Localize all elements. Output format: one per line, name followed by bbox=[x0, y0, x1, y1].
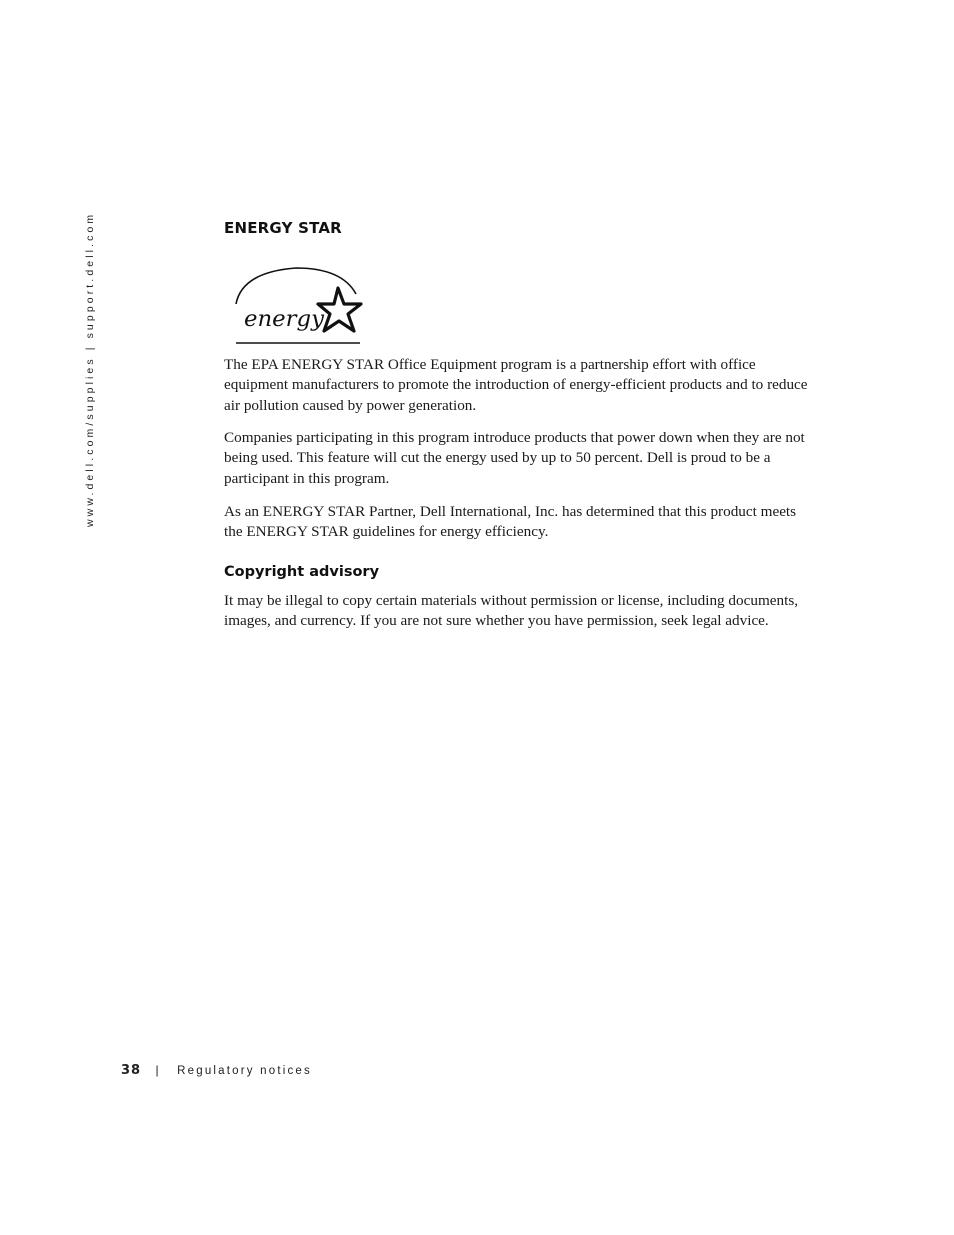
footer-section-name: Regulatory notices bbox=[177, 1065, 312, 1077]
energy-paragraph-1: The EPA ENERGY STAR Office Equipment program is a partnership effort with office equipment manufacturers to promote the introduction of energy-efficient products and to reduce air pollution caused by power generation. bbox=[224, 356, 808, 414]
page-footer bbox=[121, 1061, 312, 1079]
energy-star-logo bbox=[234, 264, 374, 346]
copyright-heading: Copyright advisory bbox=[224, 564, 380, 580]
energy-paragraph-2: Companies participating in this program introduce products that power down when they are not being used. This feature will cut the energy used by up to 50 percent. Dell is proud to be a participant in this program. bbox=[224, 429, 805, 487]
energy-logo-script: energy bbox=[244, 307, 325, 332]
copyright-paragraph: It may be illegal to copy certain materials without permission or license, including documents, images, and currency. If you are not sure whether you have permission, seek legal advice. bbox=[224, 592, 799, 630]
energy-paragraph-3: As an ENERGY STAR Partner, Dell International, Inc. has determined that this product meets the ENERGY STAR guidelines for energy efficiency. bbox=[224, 503, 797, 541]
energy-star-heading: ENERGY STAR bbox=[224, 219, 342, 237]
footer-separator: | bbox=[155, 1063, 159, 1077]
page-number: 38 bbox=[121, 1063, 142, 1078]
side-url-text: www.dell.com/supplies | support.dell.com bbox=[84, 211, 96, 527]
